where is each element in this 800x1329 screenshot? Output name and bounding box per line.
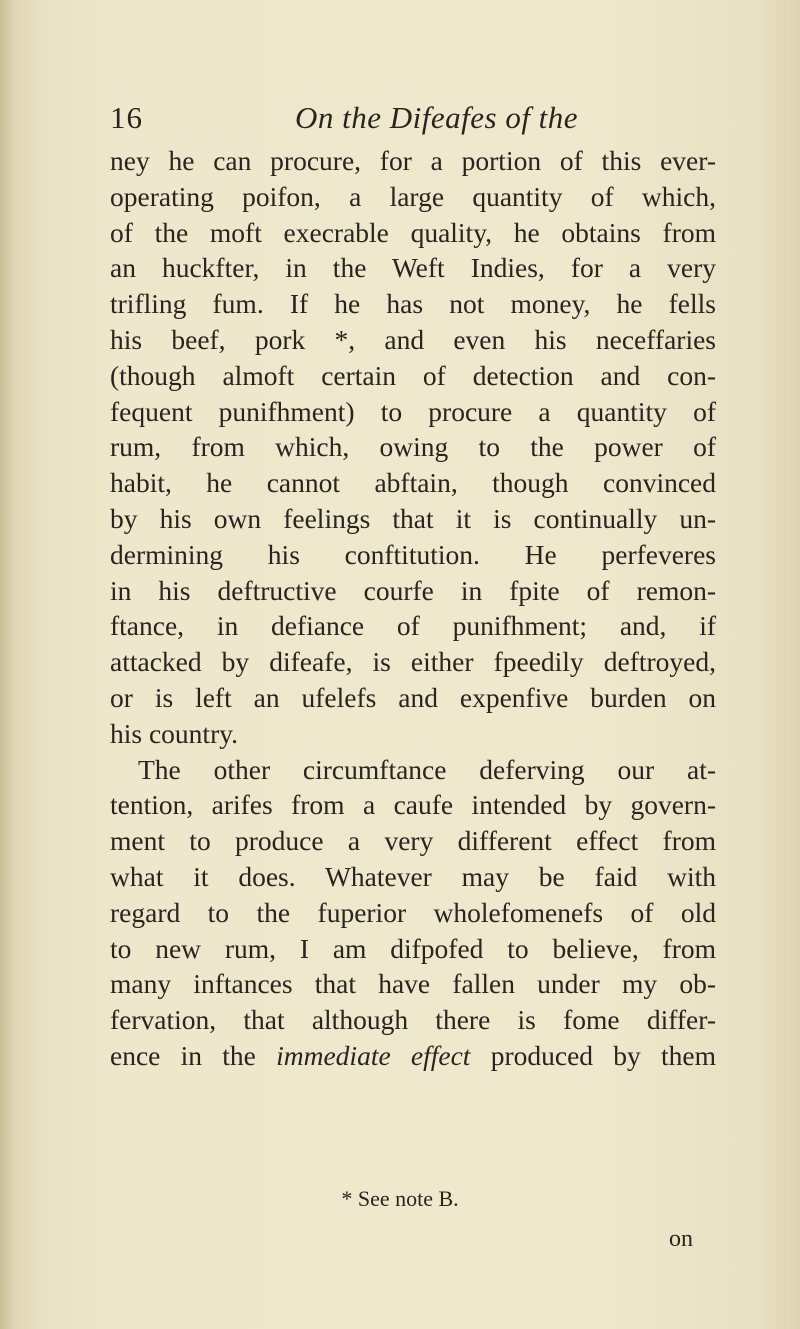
text-line: ftance, in defiance of punifhment; and, if — [110, 610, 716, 642]
text-after-italic: produced by them — [470, 1039, 717, 1071]
text-line: of the moft execrable quality, he obtains from — [110, 216, 716, 248]
text-line: fequent punifhment) to procure a quantity of — [110, 395, 716, 427]
text-line: habit, he cannot abftain, though convinced — [110, 467, 716, 499]
text-line: an huckfter, in the Weft Indies, for a very — [110, 252, 716, 284]
text-line: to new rum, I am difpofed to believe, from — [110, 932, 716, 964]
text-line: (though almoft certain of detection and con- — [110, 359, 716, 391]
body-text — [110, 143, 716, 1074]
text-line: regard to the fuperior wholefomenefs of old — [110, 896, 716, 928]
text-line-paragraph-start: The other circumftance deferving our at- — [138, 753, 716, 785]
running-title: On the Difeafes of the — [295, 100, 579, 135]
page-number: 16 — [110, 100, 143, 135]
page-header — [110, 100, 670, 140]
catchword: on — [669, 1226, 693, 1252]
text-line: dermining his conftitution. He perfeveres — [110, 538, 716, 570]
page-gutter-shadow — [0, 0, 14, 1329]
text-line: or is left an ufelefs and expenfive burden on — [110, 681, 716, 713]
text-line: what it does. Whatever may be faid with — [110, 860, 716, 892]
text-line: in his deftructive courfe in fpite of remon- — [110, 574, 716, 606]
text-before-italic: ence in the — [110, 1039, 277, 1071]
text-line: ment to produce a very different effect from — [110, 825, 716, 857]
text-line: ney he can procure, for a portion of this ever- — [110, 145, 716, 176]
text-line: rum, from which, owing to the power of — [110, 431, 716, 463]
text-line: many inftances that have fallen under my ob- — [110, 968, 716, 1000]
footnote: * See note B. — [341, 1186, 459, 1211]
text-line: attacked by difeafe, is either fpeedily deftroyed, — [110, 646, 716, 678]
text-line-last — [110, 1038, 716, 1074]
text-line-paragraph-end: his country. — [110, 717, 239, 749]
text-line: operating poifon, a large quantity of which, — [110, 180, 716, 212]
text-line: fervation, that although there is fome differ- — [110, 1004, 716, 1036]
text-line: by his own feelings that it is continually un- — [110, 502, 716, 534]
italic-emphasis: immediate effect — [276, 1039, 471, 1071]
text-line: tention, arifes from a caufe intended by govern- — [110, 789, 716, 821]
text-line: his beef, pork *, and even his neceffaries — [110, 323, 716, 355]
text-line: trifling fum. If he has not money, he fells — [110, 288, 716, 320]
